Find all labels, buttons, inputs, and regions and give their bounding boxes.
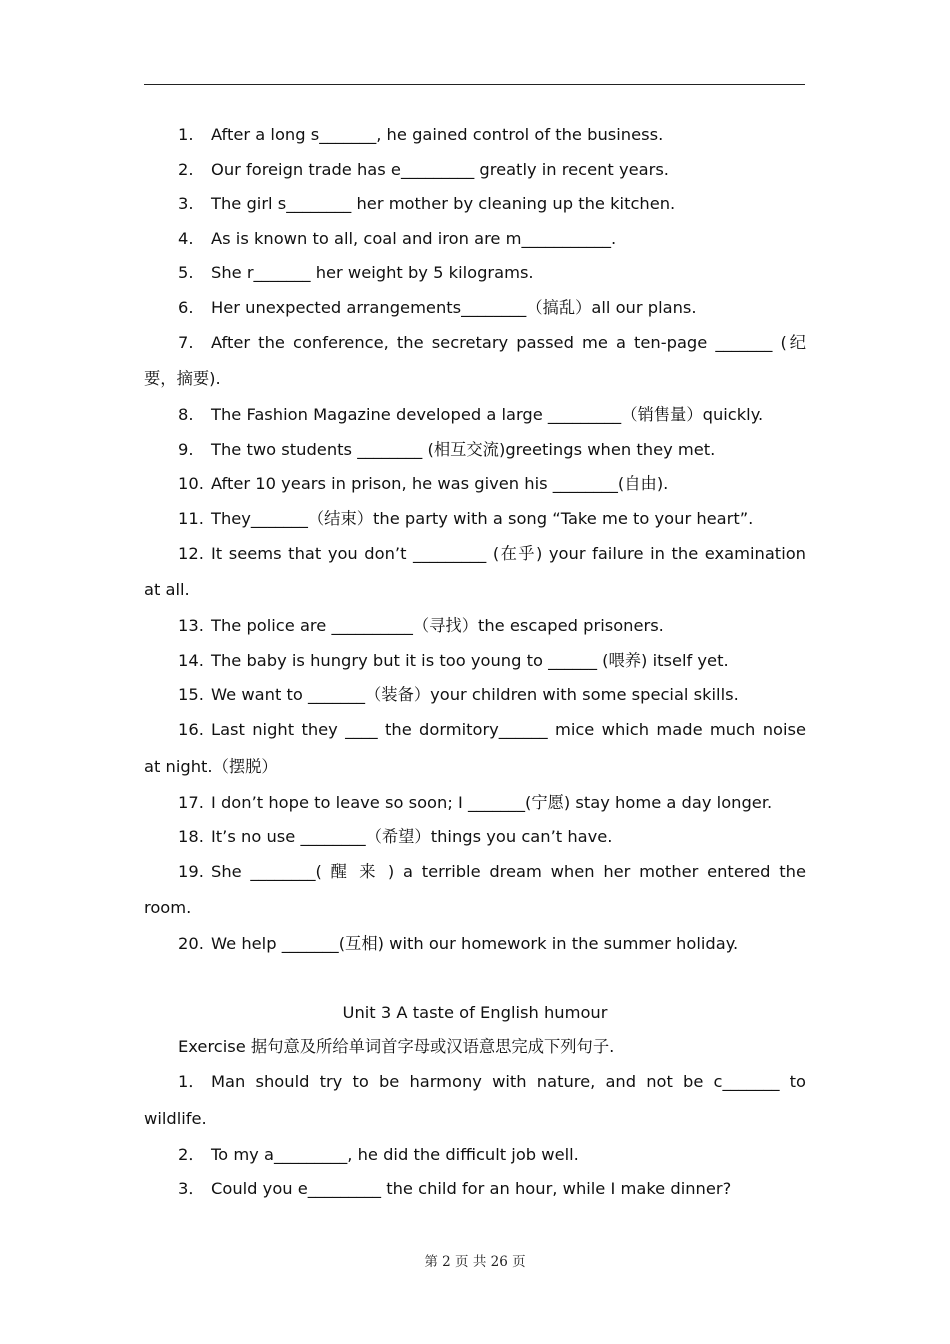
item-text: After 10 years in prison, he was given his ________(自由). [211,474,669,494]
exercise-item [144,326,806,361]
item-number: 10. [178,474,204,494]
item-text-continuation: at night.（摆脱） [144,756,278,776]
item-text: After a long s_______, he gained control of the business. [211,125,664,144]
item-number: 4. [178,228,194,248]
exercise-item [144,187,806,222]
item-text: I don’t hope to leave so soon; I _______(宁愿) stay home a day longer. [211,792,773,812]
item-text: The Fashion Magazine developed a large _________（销售量）quickly. [211,405,764,425]
exercise-item [144,222,806,257]
item-number: 14. [178,650,204,670]
page-footer: 第 2 页 共 26 页 [424,1254,526,1270]
exercise-item [144,467,806,502]
exercise-item [144,609,806,644]
exercise-item [144,820,806,855]
item-number: 1． [178,1072,205,1092]
exercise-item [144,256,806,291]
item-text: As is known to all, coal and iron are m___________. [211,228,617,248]
item-text: The baby is hungry but it is too young to ______ (喂养) itself yet. [211,650,729,670]
item-number: 18. [178,827,204,847]
exercise-item [144,537,806,572]
exercise-item [144,927,806,962]
item-number: 13. [178,616,204,636]
item-text: Her unexpected arrangements________（搞乱）all our plans. [211,297,697,317]
item-text: She r_______ her weight by 5 kilograms. [211,263,534,283]
item-number: 6. [178,297,194,317]
item-number: 11. [178,508,204,528]
item-text: After the conference, the secretary passed me a ten-page _______ (纪 [211,332,806,352]
item-text: Could you e_________ the child for an hour, while I make dinner? [211,1179,732,1199]
item-text: To my a_________, he did the difficult job well. [211,1144,579,1164]
exercise-list-part1 [144,118,806,962]
item-text: Last night they ____ the dormitory______ mice which made much noise [211,719,806,739]
item-number: 20. [178,934,204,954]
item-number: 19. [178,861,204,881]
item-text: She ________( 醒 来 ) a terrible dream when her mother entered the [211,861,806,881]
exercise-item [144,502,806,537]
exercise-item [144,855,806,890]
item-text: It seems that you don’t _________ (在乎) your failure in the examination [211,543,806,563]
item-text: Man should try to be harmony with nature, and not be c_______ to [211,1072,806,1092]
exercise-item [144,644,806,679]
item-number: 16. [178,719,204,739]
item-text: They_______（结束）the party with a song “Take me to your heart”. [211,508,754,528]
exercise-instructions: Exercise 据句意及所给单词首字母或汉语意思完成下列句子. [178,1037,615,1057]
item-number: 1. [178,125,194,144]
item-number: 17. [178,792,204,812]
item-number: 8. [178,405,194,425]
header-rule [144,84,805,85]
exercise-item [144,118,806,153]
exercise-list-part2 [144,1065,806,1207]
exercise-item [144,153,806,188]
item-number: 3． [178,1179,205,1199]
item-text: We want to _______（装备）your children with some special skills. [211,685,739,705]
item-text-continuation: wildlife. [144,1108,207,1128]
document-body [144,118,806,1207]
item-number: 7. [178,332,194,352]
item-text: The two students ________ (相互交流)greetings when they met. [211,439,716,459]
exercise-item [144,1138,806,1173]
item-number: 2． [178,1144,205,1164]
exercise-item [144,713,806,748]
item-text-continuation: at all. [144,580,190,600]
item-text-continuation: room. [144,898,192,918]
exercise-item [144,398,806,433]
item-number: 15. [178,685,204,705]
item-text: Our foreign trade has e_________ greatly in recent years. [211,159,669,179]
exercise-item [144,433,806,468]
exercise-item [144,786,806,821]
exercise-item [144,1065,806,1100]
item-text: The girl s________ her mother by cleaning up the kitchen. [211,194,676,214]
item-number: 5. [178,263,194,283]
item-text-continuation: 要，摘要). [144,369,221,389]
exercise-item [144,291,806,326]
item-text: It’s no use ________（希望）things you can’t have. [211,827,613,847]
unit-title: Unit 3 A taste of English humour [342,1002,608,1022]
exercise-item [144,1172,806,1207]
item-number: 12. [178,543,204,563]
item-number: 2. [178,159,194,179]
item-number: 9. [178,439,194,459]
exercise-item [144,678,806,713]
section-spacer [144,962,806,996]
item-text: The police are __________（寻找）the escaped prisoners. [211,616,664,636]
item-number: 3. [178,194,194,214]
item-text: We help _______(互相) with our homework in the summer holiday. [211,934,739,954]
